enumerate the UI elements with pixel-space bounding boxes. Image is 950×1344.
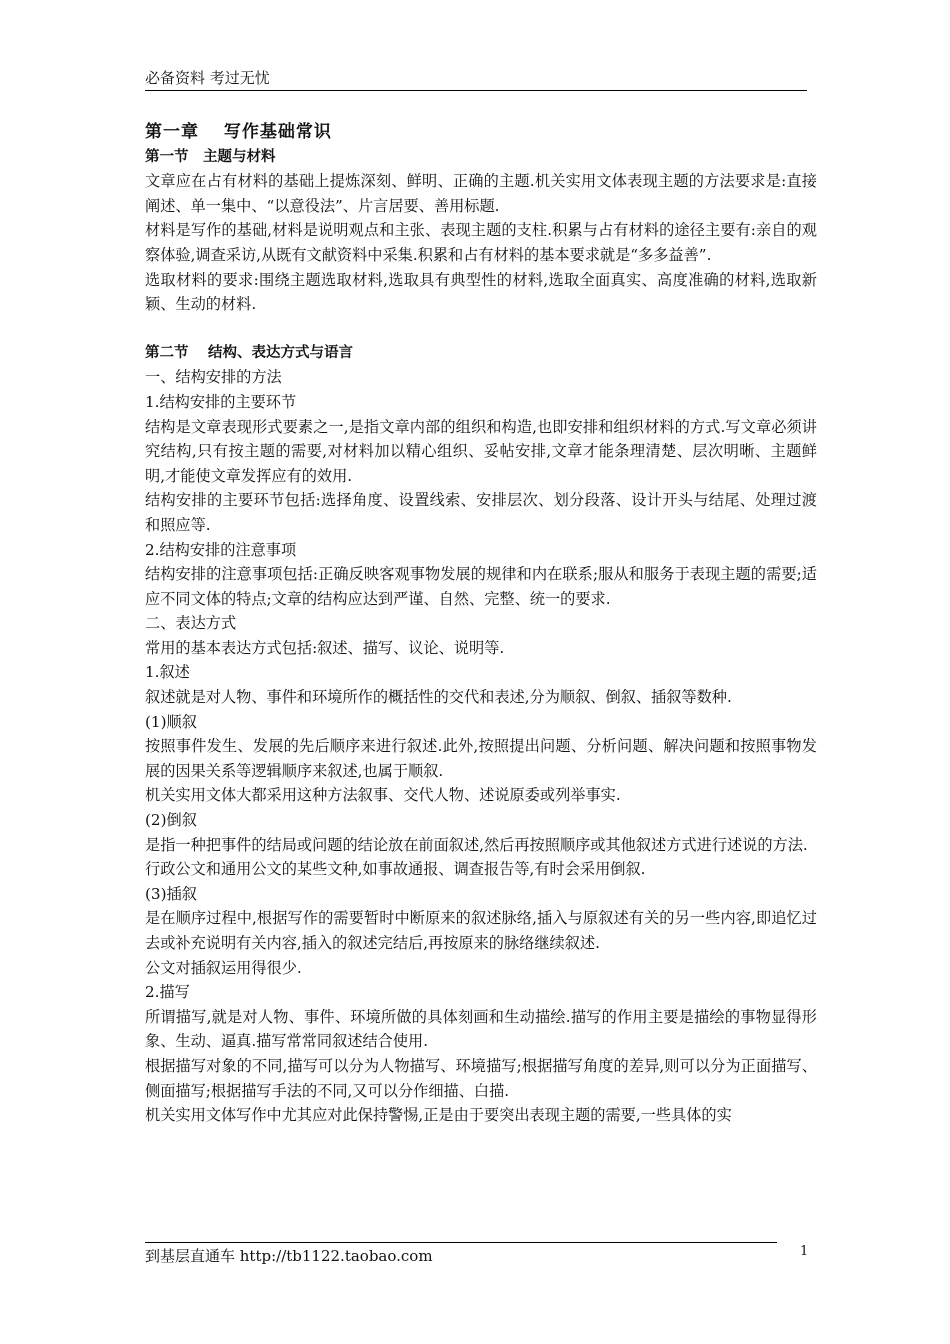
paragraph: 2.结构安排的注意事项 — [145, 540, 297, 559]
paragraph: 所谓描写,就是对人物、事件、环境所做的具体刻画和生动描绘.描写的作用主要是描绘的事物显得形象、生动、逼真.描写常常同叙述结合使用. — [145, 1007, 817, 1051]
paragraph: 机关实用文体大都采用这种方法叙事、交代人物、述说原委或列举事实. — [145, 786, 621, 805]
paragraph: 机关实用文体写作中尤其应对此保持警惕,正是由于要突出表现主题的需要,一些具体的实 — [145, 1106, 732, 1125]
paragraph: 文章应在占有材料的基础上提炼深刻、鲜明、正确的主题.机关实用文体表现主题的方法要求是:直接阐述、单一集中、“以意役法”、片言居要、善用标题. — [145, 172, 817, 215]
chapter-title: 第一章 写作基础常识 — [145, 122, 332, 142]
paragraph: 1.叙述 — [145, 663, 190, 682]
footer-divider — [145, 1242, 777, 1243]
paragraph: 结构安排的主要环节包括:选择角度、设置线索、安排层次、划分段落、设计开头与结尾、处理过渡和照应等. — [145, 491, 817, 534]
paragraph: 公文对插叙运用得很少. — [145, 958, 302, 977]
paragraph: 选取材料的要求:围绕主题选取材料,选取具有典型性的材料,选取全面真实、高度准确的材料,选取新颖、生动的材料. — [145, 270, 817, 314]
paragraph: 二、表达方式 — [145, 614, 237, 633]
document-body — [145, 120, 817, 1128]
paragraph: 是在顺序过程中,根据写作的需要暂时中断原来的叙述脉络,插入与原叙述有关的另一些内容,即追忆过去或补充说明有关内容,插入的叙述完结后,再按原来的脉络继续叙述. — [145, 909, 817, 952]
spacer — [145, 317, 817, 341]
paragraph: 结构安排的注意事项包括:正确反映客观事物发展的规律和内在联系;服从和服务于表现主题的需要;适应不同文体的特点;文章的结构应达到严谨、自然、完整、统一的要求. — [145, 565, 817, 608]
section-title: 第一节 主题与材料 — [145, 148, 276, 165]
section-title: 第二节 结构、表达方式与语言 — [145, 344, 354, 361]
paragraph: 一、结构安排的方法 — [145, 368, 282, 387]
paragraph: 常用的基本表达方式包括:叙述、描写、议论、说明等. — [145, 638, 505, 657]
paragraph: (2)倒叙 — [145, 811, 197, 830]
paragraph: (1)顺叙 — [145, 712, 197, 731]
page-number: 1 — [800, 1244, 809, 1259]
page-header: 必备资料 考过无忧 — [145, 68, 807, 91]
paragraph: 叙述就是对人物、事件和环境所作的概括性的交代和表述,分为顺叙、倒叙、插叙等数种. — [145, 688, 732, 707]
paragraph: (3)插叙 — [145, 884, 197, 903]
paragraph: 行政公文和通用公文的某些文种,如事故通报、调查报告等,有时会采用倒叙. — [145, 860, 646, 879]
paragraph: 结构是文章表现形式要素之一,是指文章内部的组织和构造,也即安排和组织材料的方式.写文章必须讲究结构,只有按主题的需要,对材料加以精心组织、妥帖安排,文章才能条理清楚、层次明晰、主题鲜明,才能使文章发挥应有的效用. — [145, 417, 817, 485]
page-footer: 到基层直通车 http://tb1122.taobao.com — [145, 1247, 433, 1265]
paragraph: 1.结构安排的主要环节 — [145, 392, 297, 411]
paragraph: 按照事件发生、发展的先后顺序来进行叙述.此外,按照提出问题、分析问题、解决问题和按照事物发展的因果关系等逻辑顺序来叙述,也属于顺叙. — [145, 737, 817, 780]
paragraph: 2.描写 — [145, 983, 190, 1002]
paragraph: 根据描写对象的不同,描写可以分为人物描写、环境描写;根据描写角度的差异,则可以分为正面描写、侧面描写;根据描写手法的不同,又可以分作细描、白描. — [145, 1056, 817, 1100]
paragraph: 材料是写作的基础,材料是说明观点和主张、表现主题的支柱.积累与占有材料的途径主要有:亲自的观察体验,调查采访,从既有文献资料中采集.积累和占有材料的基本要求就是“多多益善”. — [145, 221, 817, 264]
paragraph: 是指一种把事件的结局或问题的结论放在前面叙述,然后再按照顺序或其他叙述方式进行述说的方法. — [145, 835, 808, 854]
